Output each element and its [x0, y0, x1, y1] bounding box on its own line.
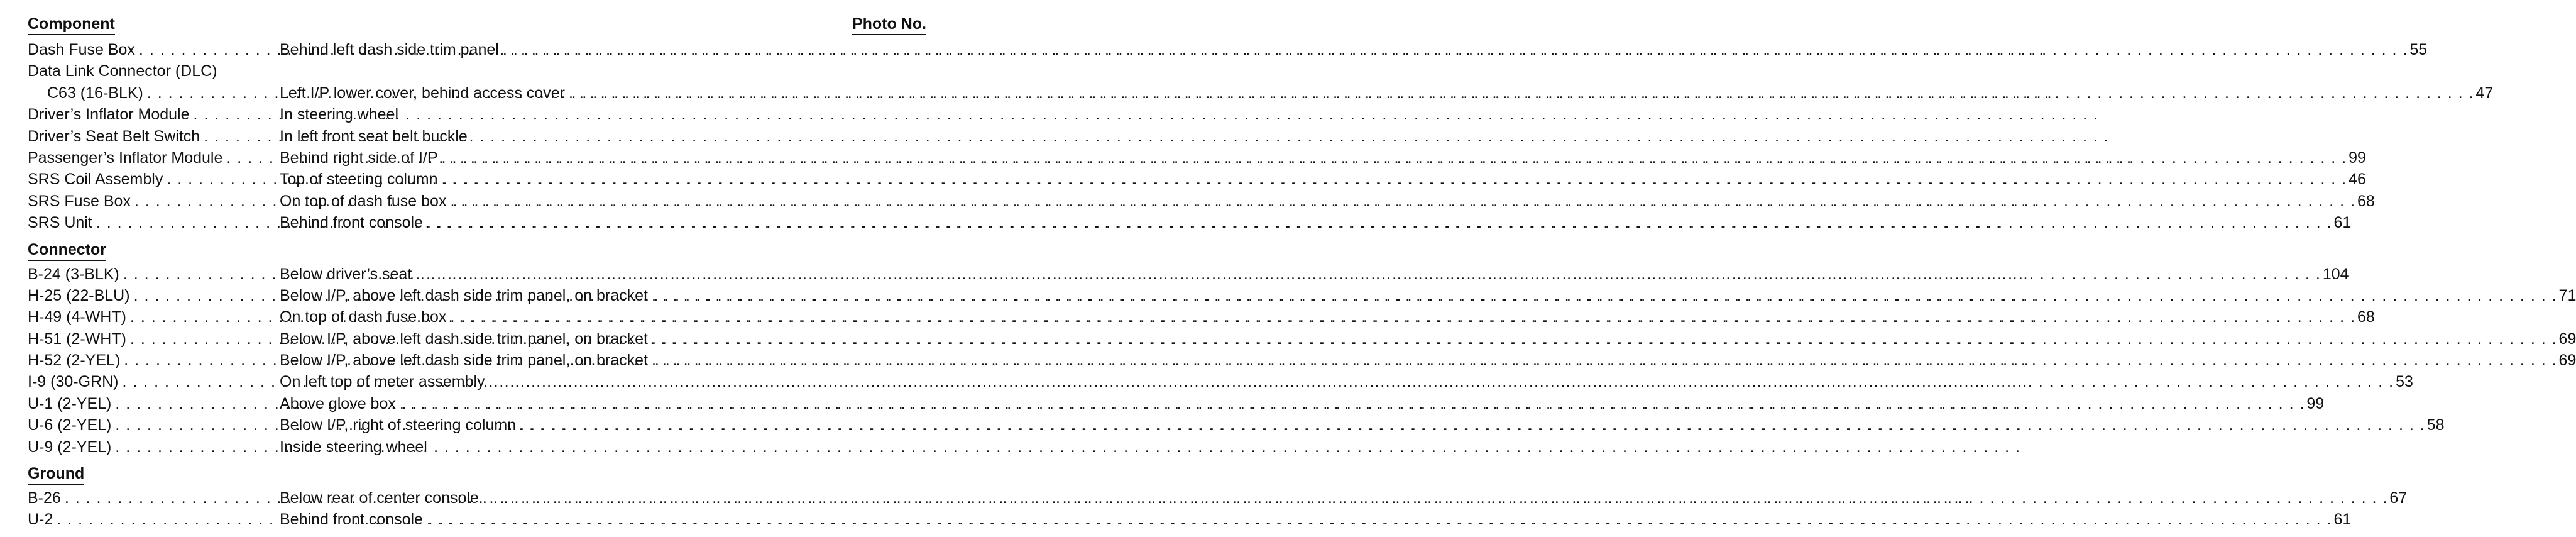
component-cell	[28, 82, 280, 104]
photo-number: 71	[2558, 286, 2576, 304]
component-name: H-52 (2-YEL)	[28, 352, 121, 370]
component-name: H-25 (22-BLU)	[28, 286, 130, 304]
photo-number: 69	[2558, 352, 2576, 370]
location-cell	[280, 414, 2425, 436]
photo-number	[924, 126, 926, 147]
component-name: Dash Fuse Box	[28, 41, 135, 58]
location-text: In left front seat belt buckle	[280, 127, 468, 145]
location-cell	[280, 212, 2331, 233]
component-cell	[28, 306, 280, 328]
location-cell	[280, 191, 2355, 212]
table-row	[28, 82, 2494, 104]
photo-number: 68	[2357, 308, 2375, 326]
location-text: Top of steering column	[280, 170, 438, 189]
section-heading	[28, 240, 926, 263]
photo-number: 61	[2333, 511, 2352, 529]
dot-leader	[438, 147, 2347, 169]
table-row	[28, 350, 2576, 371]
component-name: Data Link Connector (DLC)	[28, 62, 217, 80]
section-heading	[28, 464, 926, 487]
location-text: Behind front console	[280, 214, 423, 232]
table-row	[28, 393, 2325, 414]
location-cell	[280, 126, 924, 147]
location-cell	[280, 60, 924, 82]
component-cell	[28, 371, 280, 392]
component-cell	[28, 350, 280, 371]
table-row	[28, 487, 2408, 509]
dot-leader	[423, 509, 2332, 530]
component-name: U-2	[28, 511, 53, 529]
table-row	[28, 104, 926, 125]
location-text: Below I/P, above left dash side trim panel, on bracket	[280, 352, 648, 370]
location-cell	[280, 393, 2304, 414]
location-text: On left top of meter assembly	[280, 373, 485, 391]
table-row	[28, 212, 2352, 233]
dot-leader	[648, 328, 2557, 350]
photo-number: 99	[2306, 394, 2325, 412]
location-cell	[280, 169, 2346, 190]
photo-number	[924, 60, 926, 82]
dot-leader	[485, 371, 2394, 392]
table-row	[28, 39, 2428, 60]
dot-leader	[446, 306, 2355, 328]
table-row	[28, 60, 926, 82]
component-name: Driver’s Inflator Module	[28, 106, 190, 124]
component-cell	[28, 104, 280, 125]
dot-leader	[446, 191, 2355, 212]
component-cell	[28, 509, 280, 530]
location-text: Above glove box	[280, 394, 396, 412]
component-name: U-1 (2-YEL)	[28, 394, 112, 412]
table-row	[28, 509, 2352, 530]
dot-leader	[648, 285, 2557, 306]
component-name: U-6 (2-YEL)	[28, 416, 112, 435]
location-text: Below I/P, above left dash side trim panel, on bracket	[280, 329, 648, 348]
component-cell	[28, 212, 280, 233]
component-locator-table	[28, 13, 2576, 531]
table-row	[28, 191, 2375, 212]
dot-leader	[423, 212, 2332, 233]
table-row	[28, 169, 2366, 190]
location-text: Behind right side of I/P	[280, 148, 438, 167]
component-name: I-9 (30-GRN)	[28, 373, 119, 391]
table-row	[28, 436, 926, 458]
dot-leader	[412, 263, 2320, 285]
photo-number: 58	[2426, 416, 2445, 435]
photo-number: 53	[2396, 373, 2413, 391]
photo-number: 104	[2322, 265, 2349, 283]
location-cell	[280, 306, 2355, 328]
location-text: In steering wheel	[280, 106, 399, 124]
component-cell	[28, 39, 280, 60]
component-name: C63 (16-BLK)	[47, 84, 143, 102]
table-row	[28, 414, 2445, 436]
location-cell	[280, 487, 2387, 509]
location-cell	[280, 328, 2557, 350]
component-name: U-9 (2-YEL)	[28, 438, 112, 456]
location-cell	[280, 350, 2557, 371]
component-cell	[28, 414, 280, 436]
dot-leader	[648, 350, 2557, 371]
dot-leader	[438, 169, 2347, 190]
table-row	[28, 328, 2576, 350]
dot-leader	[516, 414, 2425, 436]
photo-number: 68	[2357, 192, 2375, 210]
component-name: SRS Fuse Box	[28, 192, 131, 210]
component-name: Driver’s Seat Belt Switch	[28, 127, 200, 145]
component-cell	[28, 285, 280, 306]
photo-number: 61	[2333, 214, 2352, 232]
location-cell	[280, 509, 2331, 530]
dot-leader	[479, 487, 2387, 509]
table-row	[28, 126, 926, 147]
location-text: Below rear of center console	[280, 489, 479, 507]
location-cell	[280, 371, 2393, 392]
photo-number	[924, 436, 926, 458]
photo-number: 47	[2475, 84, 2494, 102]
component-cell	[28, 436, 280, 458]
dot-leader	[499, 39, 2408, 60]
section-title: Ground	[28, 464, 84, 485]
section-title: Connector	[28, 240, 106, 261]
component-cell	[28, 328, 280, 350]
location-text: Below I/P, above left dash side trim panel, on bracket	[280, 286, 648, 304]
component-cell	[28, 147, 280, 169]
location-text: Left I/P lower cover, behind access cover	[280, 84, 565, 102]
location-cell	[280, 285, 2557, 306]
component-name: Passenger’s Inflator Module	[28, 148, 223, 167]
photo-number: 55	[2409, 41, 2428, 58]
component-name: H-49 (4-WHT)	[28, 308, 126, 326]
component-name: B-26	[28, 489, 61, 507]
photo-number: 46	[2349, 170, 2366, 189]
dot-leader	[565, 82, 2474, 104]
component-cell	[28, 60, 280, 82]
table-row	[28, 147, 2366, 169]
photo-number: 67	[2389, 489, 2408, 507]
component-cell	[28, 169, 280, 190]
location-text: Below driver’s seat	[280, 265, 412, 283]
location-cell	[280, 104, 924, 125]
table-row	[28, 371, 2413, 392]
photo-number	[924, 104, 926, 125]
photo-number: 99	[2349, 148, 2366, 167]
component-name: B-24 (3-BLK)	[28, 265, 119, 283]
component-column-header: Component	[28, 14, 115, 35]
component-name: SRS Coil Assembly	[28, 170, 163, 189]
table-row	[28, 285, 2576, 306]
component-name: SRS Unit	[28, 214, 92, 232]
location-text: Inside steering wheel	[280, 438, 427, 456]
location-text: On top of dash fuse box	[280, 192, 447, 210]
location-text: Behind front console	[280, 511, 423, 529]
component-cell	[28, 126, 280, 147]
dot-leader	[396, 393, 2305, 414]
location-cell	[280, 436, 924, 458]
table-row	[28, 306, 2375, 328]
location-cell	[280, 147, 2346, 169]
table-body	[28, 39, 2576, 531]
location-text: On top of dash fuse box	[280, 308, 447, 326]
component-cell	[28, 263, 280, 285]
location-cell	[280, 263, 2320, 285]
table-header	[28, 13, 926, 35]
table-row	[28, 263, 2349, 285]
location-text: Below I/P, right of steering column	[280, 416, 517, 435]
photo-number: 69	[2558, 329, 2576, 348]
location-cell	[280, 82, 2474, 104]
location-text: Behind left dash side trim panel	[280, 41, 499, 58]
component-cell	[28, 393, 280, 414]
component-cell	[28, 487, 280, 509]
photo-number-column-header: Photo No.	[852, 14, 926, 35]
component-cell	[28, 191, 280, 212]
location-cell	[280, 39, 2407, 60]
component-name: H-51 (2-WHT)	[28, 329, 126, 348]
